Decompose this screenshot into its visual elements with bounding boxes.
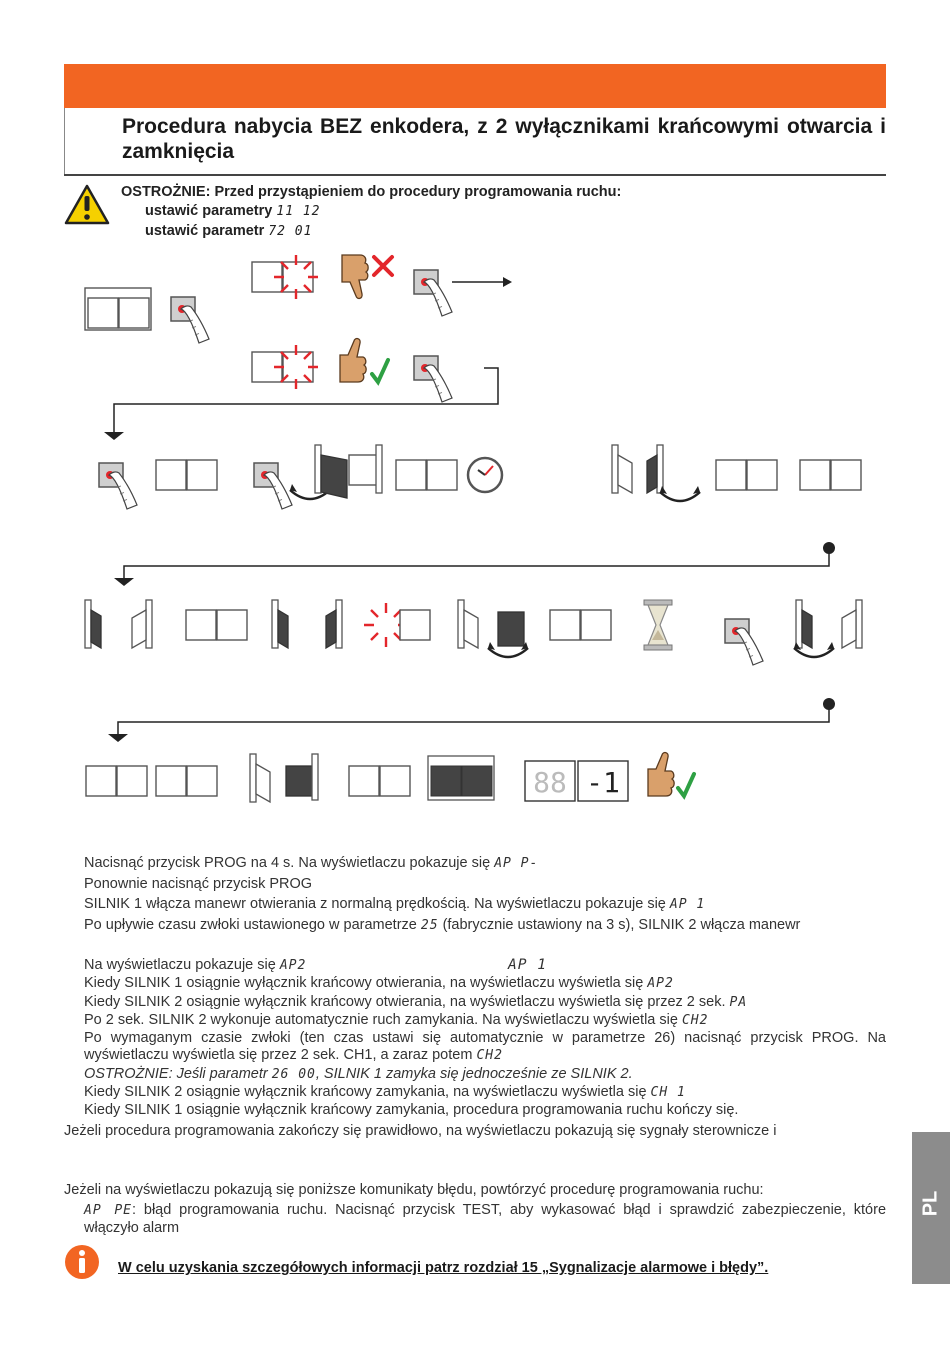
step-1: Nacisnąć przycisk PROG na 4 s. Na wyświetlaczu pokazuje się AP P-: [84, 855, 539, 871]
prog-button-icon: [414, 270, 452, 316]
step-2: Ponownie nacisnąć przycisk PROG: [84, 876, 313, 892]
title-left-rule: [64, 108, 65, 174]
display-right-digits: -1: [586, 766, 620, 799]
step-5: Na wyświetlaczu pokazuje się AP2: [84, 957, 307, 973]
display-left-digits: 88: [533, 766, 567, 799]
step-6: Kiedy SILNIK 1 osiągnie wyłącznik krańcowy otwierania, na wyświetlaczu wyświetla się AP2: [84, 975, 674, 991]
warning-line-1-code: 11 12: [276, 204, 321, 219]
procedure-diagram: [0, 240, 950, 820]
warning-heading: OSTROŻNIE: Przed przystąpieniem do procedury programowania ruchu:: [121, 184, 622, 200]
thumb-up-icon: [340, 339, 366, 382]
check-icon: [372, 360, 388, 382]
prog-button-icon: [725, 619, 763, 665]
step-10-caution: OSTROŻNIE: Jeśli parametr 26 00, SILNIK 1 zamyka się jednocześnie ze SILNIK 2.: [84, 1066, 633, 1082]
success-text: Jeżeli procedura programowania zakończy się prawidłowo, na wyświetlaczu pokazują się sygnały sterownicze i: [64, 1123, 777, 1139]
prog-button-icon: [99, 463, 137, 509]
prog-button-icon: [171, 297, 209, 343]
warning-line-2-label: ustawić parametr: [145, 223, 265, 239]
hourglass-icon: [644, 600, 672, 650]
error-item: AP PE: błąd programowania ruchu. Nacisnąć przycisk TEST, aby wykasować błąd i sprawdzić zabezpieczenie, które włączyło alarm: [84, 1202, 887, 1236]
prog-button-icon: [414, 356, 452, 402]
language-tab-label: PL: [919, 1190, 942, 1217]
warning-icon: [64, 183, 110, 225]
header-bar: [64, 64, 886, 108]
page-title: Procedura nabycia BEZ enkodera, z 2 wyłącznikami krańcowymi otwarcia i zamknięcia: [122, 115, 886, 163]
step-9: Po wymaganym czasie zwłoki (ten czas ustawi się automatycznie w parametrze 26) nacisnąć przycisk PROG. Na wyświetlaczu wyświetla się przez 2 sek. CH1, a zaraz potem CH2: [84, 1030, 886, 1063]
thumb-down-icon: [342, 255, 368, 298]
warning-line-1-label: ustawić parametry: [145, 203, 273, 219]
step-3: SILNIK 1 włącza manewr otwierania z normalną prędkością. Na wyświetlaczu pokazuje się AP 1: [84, 896, 706, 912]
step-5-code-2: AP 1: [508, 957, 547, 973]
language-tab: [912, 1132, 950, 1284]
cross-icon: [374, 257, 392, 275]
prog-button-icon: [254, 463, 292, 509]
warning-line-2-code: 72 01: [268, 224, 313, 239]
step-7: Kiedy SILNIK 2 osiągnie wyłącznik krańcowy otwierania, na wyświetlaczu wyświetla się przez 2 sek. PA: [84, 994, 748, 1010]
step-11: Kiedy SILNIK 2 osiągnie wyłącznik krańcowy zamykania, na wyświetlaczu wyświetla się CH 1: [84, 1084, 686, 1100]
step-12: Kiedy SILNIK 1 osiągnie wyłącznik krańcowy zamykania, procedura programowania ruchu kończy się.: [84, 1102, 739, 1118]
error-intro: Jeżeli na wyświetlaczu pokazują się poniższe komunikaty błędu, powtórzyć procedurę programowania ruchu:: [64, 1182, 764, 1198]
check-icon: [678, 774, 694, 796]
step-4: Po upływie czasu zwłoki ustawionego w parametrze 25 (fabrycznie ustawiony na 3 s), SILNIK 2 włącza manewr: [84, 917, 801, 933]
step-8: Po 2 sek. SILNIK 2 wykonuje automatycznie ruch zamykania. Na wyświetlaczu wyświetla się CH2: [84, 1012, 709, 1028]
info-icon: [64, 1244, 100, 1280]
title-divider: [64, 174, 886, 176]
warning-line-1: [145, 203, 321, 219]
warning-line-2: [145, 223, 312, 239]
info-reference-text: W celu uzyskania szczegółowych informacji patrz rozdział 15 „Sygnalizacje alarmowe i błędy”.: [118, 1260, 769, 1276]
thumb-up-icon: [648, 753, 674, 796]
